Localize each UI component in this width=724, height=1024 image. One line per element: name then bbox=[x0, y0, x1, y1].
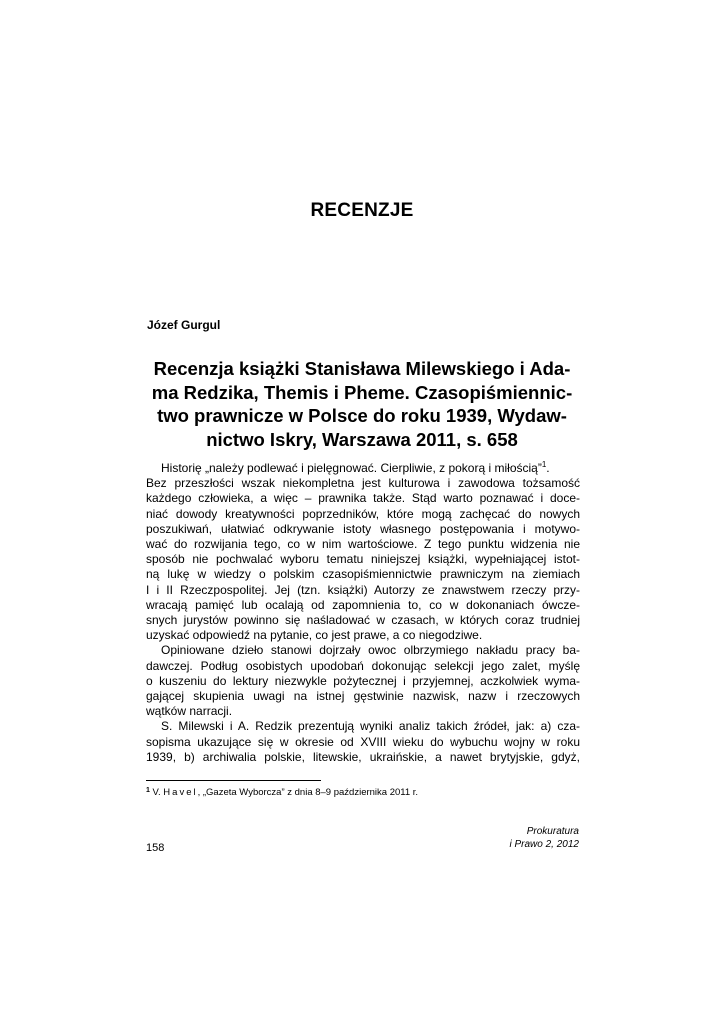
title-line: nictwo Iskry, Warszawa 2011, s. 658 bbox=[206, 428, 518, 450]
footnote-text: , „Gazeta Wyborcza” z dnia 8–9 października 2011 r. bbox=[197, 787, 419, 798]
journal-line: Prokuratura bbox=[526, 826, 579, 837]
body-line: gającej skupienia uwagi na istnej gęstwinie nazwisk, nazw i rzeczowych bbox=[146, 689, 580, 704]
body-line: sposób nie pochwalać wyboru tematu niniejszej książki, wypełniającej istot- bbox=[146, 552, 580, 567]
title-line: two prawnicze w Polsce do roku 1939, Wydaw- bbox=[157, 405, 567, 426]
body-line: uzyskać odpowiedź na pytanie, co jest prawe, a co niegodziwe. bbox=[146, 628, 483, 643]
footnote-author-initial: V. bbox=[152, 787, 161, 798]
journal-name bbox=[510, 826, 580, 851]
body-line: ną lukę w wiedzy o polskim czasopiśmiennictwie prawniczym na ziemiach bbox=[146, 567, 580, 582]
footnote-mark: 1 bbox=[146, 787, 150, 794]
body-line: dawczej. Podług osobistych upodobań dokonując selekcji jego zalet, myślę bbox=[146, 658, 580, 673]
title-line: Recenzja książki Stanisława Milewskiego i Ada- bbox=[153, 358, 571, 379]
footnote bbox=[146, 787, 418, 798]
body-line: Opiniowane dzieło stanowi dojrzały owoc olbrzymiego nakładu pracy ba- bbox=[161, 643, 580, 658]
body-line: niać dowody kreatywności poprzedników, które mogą zachęcać do nowych bbox=[146, 506, 580, 521]
journal-line: i Prawo 2, 2012 bbox=[509, 838, 579, 850]
body-line: Bez przeszłości wszak niekompletna jest kulturowa i zawodowa tożsamość bbox=[146, 476, 580, 491]
article-title bbox=[140, 357, 584, 451]
body-line: S. Milewski i A. Redzik prezentują wyniki analiz takich źródeł, jak: a) cza- bbox=[161, 719, 580, 734]
body-line: snych jurystów powinno się naśladować w czasach, w których coraz trudniej bbox=[146, 613, 580, 628]
body-text: Historię „należy podlewać i pielęgnować. Cierpliwie, z pokorą i miłością” bbox=[161, 461, 542, 475]
section-heading: RECENZJE bbox=[310, 200, 414, 221]
body-line: wracają pamięć lub ocalają od zapomnienia to, co w dokonaniach ówcze- bbox=[146, 597, 580, 612]
body-line: Historię „należy podlewać i pielęgnować. Cierpliwie, z pokorą i miłością”$^1$. bbox=[161, 460, 550, 475]
page-number: 158 bbox=[146, 842, 165, 854]
title-line: ma Redzika, Themis i Pheme. Czasopiśmiennic- bbox=[151, 381, 573, 403]
body-line: każdego człowieka, a więc – prawnika także. Stąd warto poznawać i doce- bbox=[146, 491, 580, 506]
body-line: sopisma ukazujące się w okresie od XVIII wieku do wybuchu wojny w roku bbox=[146, 734, 580, 749]
footnote-author-surname: Havel bbox=[163, 787, 198, 798]
footnote-reference: 1 bbox=[541, 460, 547, 469]
body-line: wać do rozwijania tego, co w nim wartościowe. Z tego punktu widzenia nie bbox=[146, 537, 580, 552]
review-body bbox=[146, 461, 580, 765]
article-author: Józef Gurgul bbox=[147, 318, 221, 332]
body-line: I i II Rzeczpospolitej. Jej (tzn. książki) Autorzy ze znawstwem rzeczy przy- bbox=[146, 582, 580, 597]
body-line: wątków narracji. bbox=[146, 704, 233, 719]
body-line: 1939, b) archiwalia polskie, litewskie, ukraińskie, a nawet brytyjskie, gdyż, bbox=[146, 749, 580, 764]
body-line: o kuszeniu do lektury niezwykle pożytecznej i przyjemnej, aczkolwiek wyma- bbox=[146, 673, 580, 688]
body-line: poszukiwań, ułatwiać odkrywanie istoty własnego postępowania i motywo- bbox=[146, 521, 580, 536]
footnote-divider bbox=[146, 780, 321, 781]
